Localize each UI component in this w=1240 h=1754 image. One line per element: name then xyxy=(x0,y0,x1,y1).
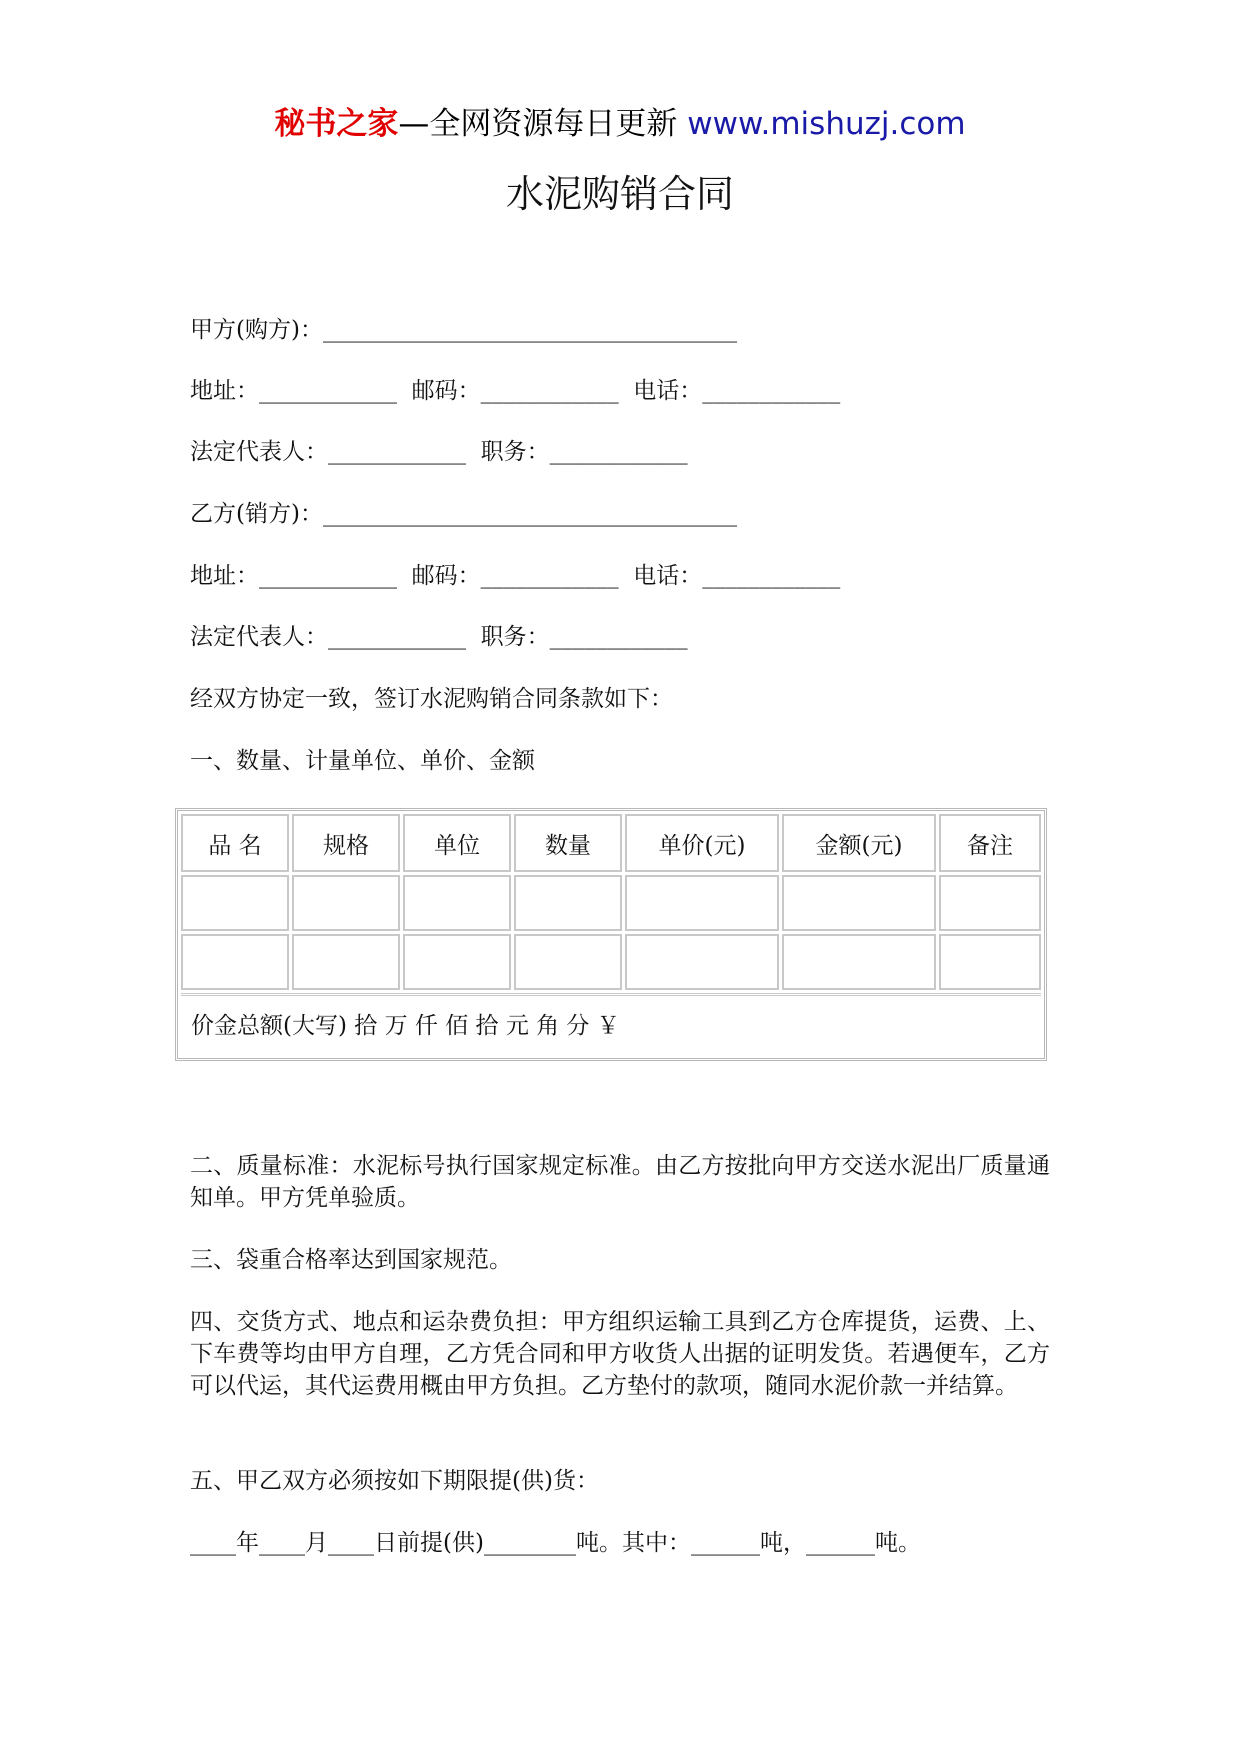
intro-text: 经双方协定一致，签订水泥购销合同条款如下： xyxy=(190,686,673,712)
section-2-paragraph: 二、质量标准：水泥标号执行国家规定标准。由乙方按批向甲方交送水泥出厂质量通知单。甲方凭单验质。 xyxy=(190,1153,1050,1211)
header-slogan: —全网资源每日更新 xyxy=(398,106,678,142)
table-cell xyxy=(939,934,1041,990)
table-cell xyxy=(181,934,289,990)
section-5-heading: 五、甲乙双方必须按如下期限提(供)货： xyxy=(190,1468,599,1494)
table-header-row xyxy=(181,814,1041,872)
table-cell xyxy=(939,875,1041,931)
table-cell xyxy=(514,875,622,931)
party-a-contact-fields: 地址：____________ 邮码：____________ 电话：____________ xyxy=(190,378,841,404)
table-header-cell: 数量 xyxy=(514,814,622,872)
party-a-representative-fields: 法定代表人：____________ 职务：____________ xyxy=(190,439,688,465)
table-cell xyxy=(514,934,622,990)
table-header-cell: 单价(元) xyxy=(625,814,779,872)
table-cell xyxy=(403,875,511,931)
table-row xyxy=(181,934,1041,990)
party-a-name-field: 甲方(购方)：____________________________________ xyxy=(190,317,737,343)
site-header xyxy=(0,104,1240,144)
table-header-cell: 单位 xyxy=(403,814,511,872)
party-b-representative-fields: 法定代表人：____________ 职务：____________ xyxy=(190,624,688,650)
section-4-paragraph: 四、交货方式、地点和运杂费负担：甲方组织运输工具到乙方仓库提货，运费、上、下车费等均由甲方自理，乙方凭合同和甲方收货人出据的证明发货。若遇便车，乙方可以代运，其代运费用概由甲方负担。乙方垫付的款项，随同水泥价款一并结算。 xyxy=(190,1309,1050,1399)
brand-name: 秘书之家 xyxy=(274,106,399,142)
table-cell xyxy=(782,934,936,990)
table-cell xyxy=(181,875,289,931)
section-1-heading: 一、数量、计量单位、单价、金额 xyxy=(190,748,535,774)
document-title: 水泥购销合同 xyxy=(505,172,734,216)
delivery-schedule-line: ____年____月____日前提(供)________吨。其中：______吨，______吨。 xyxy=(190,1530,921,1556)
table-total-row xyxy=(181,993,1041,1051)
section-3-paragraph: 三、袋重合格率达到国家规范。 xyxy=(190,1247,512,1273)
table-header-cell: 规格 xyxy=(292,814,400,872)
table-row xyxy=(181,875,1041,931)
table-header-cell: 品 名 xyxy=(181,814,289,872)
table-cell xyxy=(782,875,936,931)
table-cell xyxy=(403,934,511,990)
table-cell xyxy=(625,934,779,990)
party-b-contact-fields: 地址：____________ 邮码：____________ 电话：____________ xyxy=(190,563,841,589)
table-cell xyxy=(292,934,400,990)
table-header-cell: 金额(元) xyxy=(782,814,936,872)
table-cell xyxy=(292,875,400,931)
total-amount-label: 价金总额(大写) 拾 万 仟 佰 拾 元 角 分 ￥ xyxy=(181,993,1041,1051)
party-b-name-field: 乙方(销方)：____________________________________ xyxy=(190,501,737,527)
pricing-table xyxy=(175,808,1047,1061)
site-url-link[interactable]: www.mishuzj.com xyxy=(687,106,966,142)
table-header-cell: 备注 xyxy=(939,814,1041,872)
table-cell xyxy=(625,875,779,931)
